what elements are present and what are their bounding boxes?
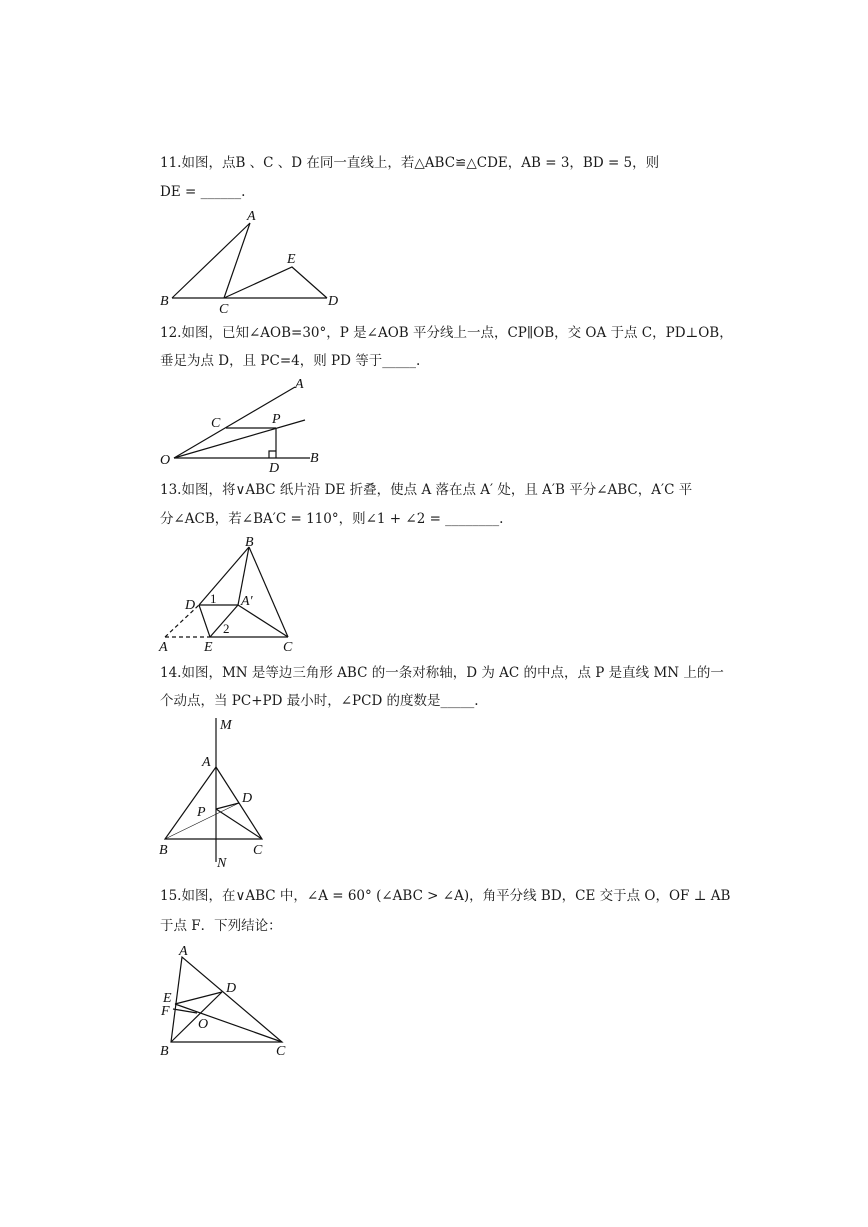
q11-triangle-cde: [224, 267, 327, 298]
q12-line-1: 12.如图，已知∠AOB=30°，P 是∠AOB 平分线上一点，CP∥OB，交 OA 于点 C，PD⊥OB，: [160, 325, 733, 341]
q13-label-2: 2: [223, 621, 230, 636]
q15-line-2: 于点 F．下列结论：: [160, 918, 282, 934]
q11-label-c: C: [219, 302, 229, 315]
q11-triangle-abc: [172, 223, 250, 298]
q13-label-a-prime: A′: [241, 594, 253, 609]
q13-label-1: 1: [210, 591, 217, 606]
q15-label-a: A: [179, 944, 188, 959]
q13-label-e: E: [204, 640, 213, 655]
q15-label-c: C: [276, 1044, 286, 1059]
q14-figure: [155, 712, 285, 867]
q12-figure: [155, 375, 335, 475]
q14-line-2: 个动点，当 PC+PD 最小时，∠PCD 的度数是_____.: [160, 693, 479, 709]
q15-label-e: E: [163, 991, 172, 1006]
q12-line-2: 垂足为点 D，且 PC=4，则 PD 等于_____.: [160, 353, 421, 369]
q13-segment-de: [199, 605, 210, 637]
q13-line-1: 13.如图，将∨ABC 纸片沿 DE 折叠，使点 A 落在点 A′ 处，且 A′B 平分∠ABC，A′C 平: [160, 482, 693, 498]
q11-line-2: DE = ______.: [160, 184, 246, 200]
q11-label-b: B: [160, 294, 169, 309]
q13-label-a: A: [159, 640, 168, 655]
q14-label-c: C: [253, 843, 263, 858]
q12-label-d: D: [269, 461, 280, 475]
q15-label-d: D: [226, 981, 237, 996]
q11-label-d: D: [328, 294, 339, 309]
q14-line-1: 14.如图，MN 是等边三角形 ABC 的一条对称轴，D 为 AC 的中点，点 P 是直线 MN 上的一: [160, 665, 724, 681]
q12-right-angle-mark: [269, 451, 276, 458]
q13-line-2: 分∠ACB，若∠BA′C = 110°，则∠1 + ∠2 = ________.: [160, 511, 504, 527]
q14-label-p: P: [197, 805, 206, 820]
q12-label-c: C: [211, 416, 221, 431]
q12-label-o: O: [160, 453, 171, 468]
q11-label-a: A: [247, 209, 256, 224]
q15-line-1: 15.如图，在∨ABC 中，∠A = 60° (∠ABC > ∠A)，角平分线 BD，CE 交于点 O，OF ⊥ AB: [160, 888, 731, 904]
q11-figure: [155, 205, 355, 315]
q14-segment-pd: [216, 803, 239, 809]
q13-label-d: D: [185, 598, 196, 613]
q14-label-n: N: [217, 856, 227, 867]
q12-bisector: [174, 420, 305, 458]
q13-label-b: B: [245, 535, 254, 550]
q14-label-m: M: [220, 718, 232, 733]
q15-label-f: F: [161, 1004, 170, 1019]
q11-label-e: E: [287, 252, 296, 267]
q14-label-d: D: [242, 791, 253, 806]
q15-bisector-bd: [171, 992, 222, 1042]
q15-triangle-abc: [171, 957, 282, 1042]
q14-label-a: A: [202, 755, 211, 770]
q13-segment-bc: [249, 547, 288, 637]
q15-figure: [155, 942, 300, 1062]
q15-label-o: O: [198, 1017, 209, 1032]
q12-label-b: B: [310, 451, 319, 466]
q14-segment-pc: [216, 809, 262, 839]
q13-label-c: C: [283, 640, 293, 655]
q14-label-b: B: [159, 843, 168, 858]
q12-label-a: A: [295, 377, 304, 392]
q11-line-1: 11.如图，点B 、C 、D 在同一直线上，若△ABC≌△CDE，AB = 3，BD = 5，则: [160, 155, 660, 171]
q13-figure: [155, 535, 315, 655]
q12-label-p: P: [272, 412, 281, 427]
q15-segment-ed: [175, 992, 222, 1004]
q15-label-b: B: [160, 1044, 169, 1059]
